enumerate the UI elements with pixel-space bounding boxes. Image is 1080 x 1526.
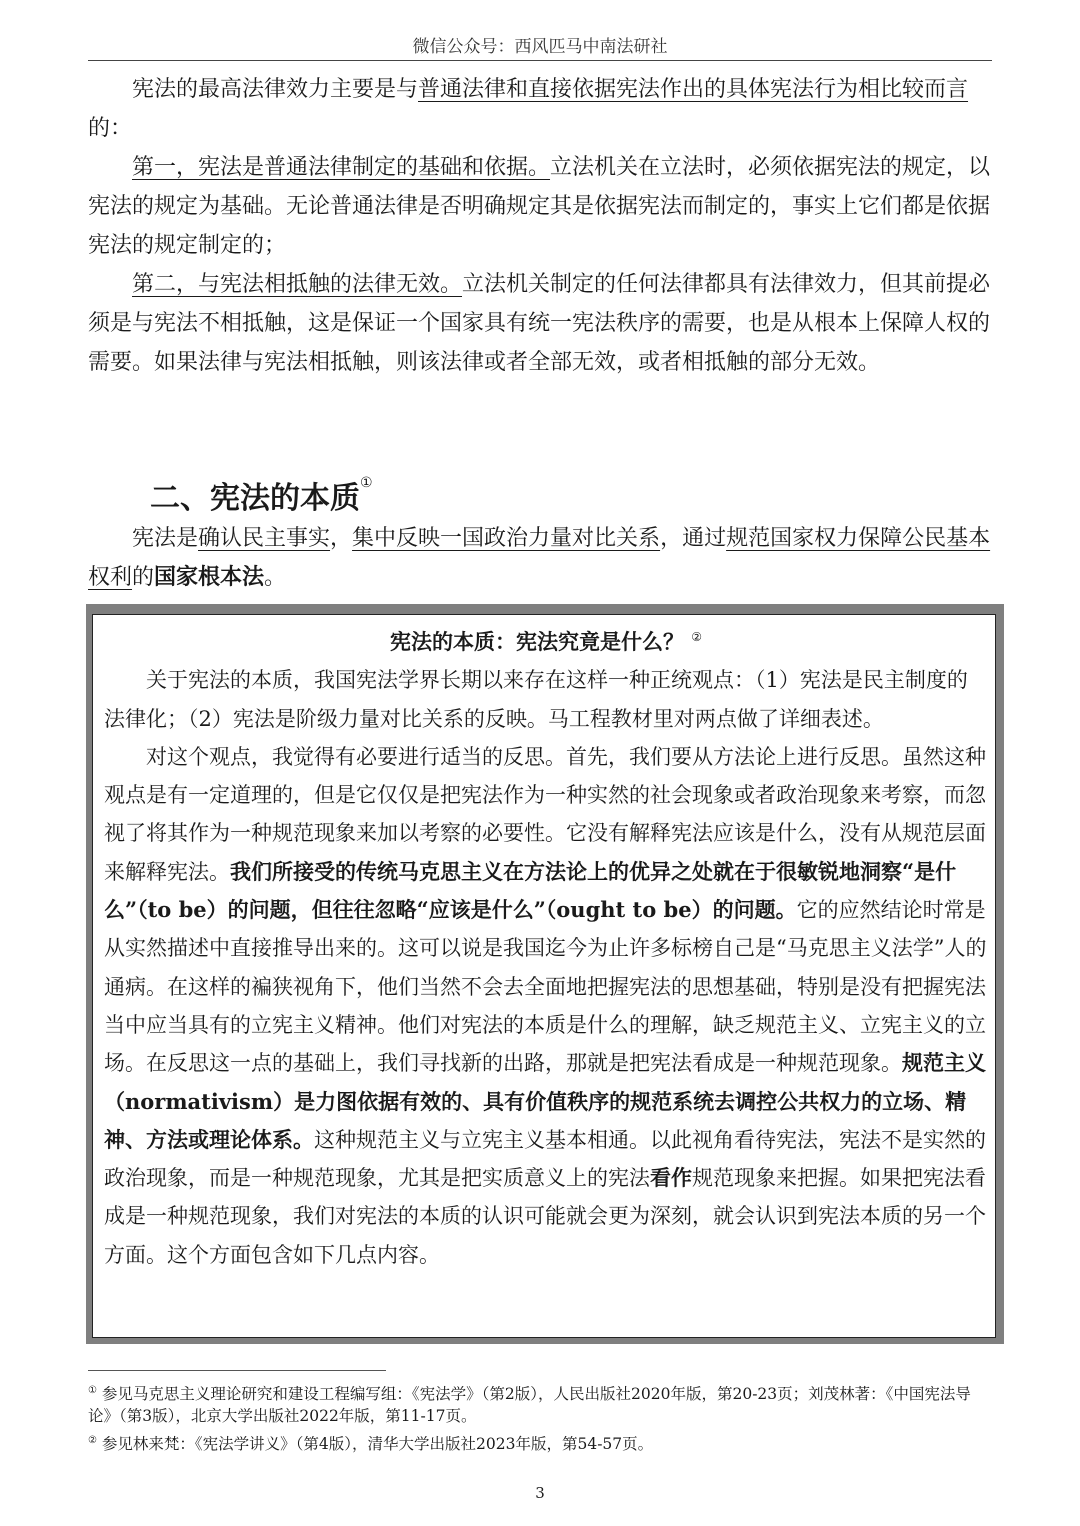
footnote-1-text: 参见马克思主义理论研究和建设工程编写组：《宪法学》（第2版），人民出版社2020年版，第20-23页；刘茂林著：《中国宪法导论》（第3版），北京大学出版社2022年版，第11-17页。 <box>88 1385 971 1426</box>
textbox-content <box>104 618 988 1274</box>
intro-lead-underlined: 普通法律和直接依据宪法作出的具体宪法行为相比较而言 <box>418 77 969 102</box>
page-number: 3 <box>535 1484 545 1502</box>
tb-p2-e: 这种规范主义与立宪主义基本相通。以此视角看待宪法，宪法不是实然的政治现象，而是一种规范现象，尤其是把实质意义上的宪法 <box>104 1127 986 1191</box>
tb-p2-d: 规范主义（normativism）是力图依据有效的、具有价值秩序的规范系统去调控公共权力的立场、精神、方法或理论体系。 <box>104 1050 986 1152</box>
point-2-heading: 第二，与宪法相抵触的法律无效。 <box>132 272 463 297</box>
intro-point-2 <box>88 265 992 382</box>
intro-lead-text: 宪法的最高法律效力主要是与 <box>132 77 419 102</box>
footnote-divider <box>88 1370 386 1371</box>
page-header: 微信公众号：西风匹马中南法研社 <box>412 37 668 57</box>
tb-p2-g: 规范现象来把握。如果把宪法看成是一种规范现象，我们对宪法的本质的认识可能就会更为深刻，就会认识到宪法本质的另一个方面。这个方面包含如下几点内容。 <box>104 1166 986 1267</box>
intro-section <box>88 70 992 382</box>
footnote-2-text: 参见林来梵：《宪法学讲义》（第4版），清华大学出版社2023年版，第54-57页。 <box>101 1435 654 1454</box>
def-part-5: ，通过 <box>660 526 727 551</box>
point-1-heading: 第一，宪法是普通法律制定的基础和依据。 <box>132 155 551 180</box>
intro-lead <box>88 70 992 148</box>
tb-p2-a: 对这个观点，我觉得有必要进行适当的反思。首先，我们要从方法论上进行反思。虽然这种观点是有一定道理的，但是它仅仅是把宪法作为一种实然的社会现象或者政治现象来考察，而忽视了将其作为一种规范现象来加以考察的必要性。它没有解释宪法应该是什么，没有从规范层面来解释宪法。 <box>104 744 986 884</box>
point-1-text: 立法机关在立法时，必须依据宪法的规定，以宪法的规定为基础。无论普通法律是否明确规定其是依据宪法而制定的，事实上它们都是依据宪法的规定制定的； <box>88 155 991 258</box>
definition-text <box>88 519 992 597</box>
tb-p2-b: 我们所接受的传统马克思主义在方法论上的优异之处就在于很敏锐地洞察“是什么”（to be）的问题，但往往忽略“应该是什么”（ought to be）的问题。 <box>104 858 957 923</box>
def-part-7: 的 <box>132 565 155 590</box>
footnote-ref-1[interactable]: ① <box>360 475 373 491</box>
def-part-6: 规范国家权力保障公民基本权利 <box>88 526 991 590</box>
footnote-1 <box>88 1380 992 1427</box>
footnote-1-mark: ① <box>88 1385 97 1396</box>
def-part-4: 集中反映一国政治力量对比关系 <box>352 526 661 551</box>
intro-lead-end: 的： <box>88 116 133 141</box>
tb-p2-f: 看作 <box>650 1165 692 1191</box>
header-divider <box>88 60 992 61</box>
textbox-paragraph-2 <box>104 738 988 1274</box>
def-part-8: 国家根本法 <box>154 564 265 590</box>
section-heading <box>150 473 373 517</box>
textbox-title <box>104 618 988 661</box>
tb-p2-c: 它的应然结论时常是从实然描述中直接推导出来的。这可以说是我国迄今为止许多标榜自己是“马克思主义法学”人的通病。在这样的褊狭视角下，他们当然不会去全面地把握宪法的思想基础，特别是没有把握宪法当中应当具有的立宪主义精神。他们对宪法的本质是什么的理解，缺乏规范主义、立宪主义的立场。在反思这一点的基础上，我们寻找新的出路，那就是把宪法看成是一种规范现象。 <box>104 898 987 1076</box>
point-2-text: 立法机关制定的任何法律都具有法律效力，但其前提必须是与宪法不相抵触，这是保证一个国家具有统一宪法秩序的需要，也是从根本上保障人权的需要。如果法律与宪法相抵触，则该法律或者全部无效，或者相抵触的部分无效。 <box>88 272 991 375</box>
textbox-paragraph-1: 关于宪法的本质，我国宪法学界长期以来存在这样一种正统观点：（1）宪法是民主制度的法律化；（2）宪法是阶级力量对比关系的反映。马工程教材里对两点做了详细表述。 <box>104 668 968 731</box>
def-part-3: ， <box>330 526 353 551</box>
footnote-2 <box>88 1430 992 1455</box>
def-part-2: 确认民主事实 <box>198 526 331 551</box>
definition-paragraph <box>88 519 992 597</box>
def-part-1: 宪法是 <box>132 526 199 551</box>
textbox-title-text: 宪法的本质：宪法究竟是什么？ <box>389 630 684 654</box>
intro-point-1 <box>88 148 992 265</box>
footnote-2-mark: ② <box>88 1435 97 1446</box>
section-heading-text: 二、宪法的本质 <box>150 481 360 516</box>
def-part-9: 。 <box>264 565 287 590</box>
footnote-ref-2[interactable]: ② <box>691 630 703 644</box>
